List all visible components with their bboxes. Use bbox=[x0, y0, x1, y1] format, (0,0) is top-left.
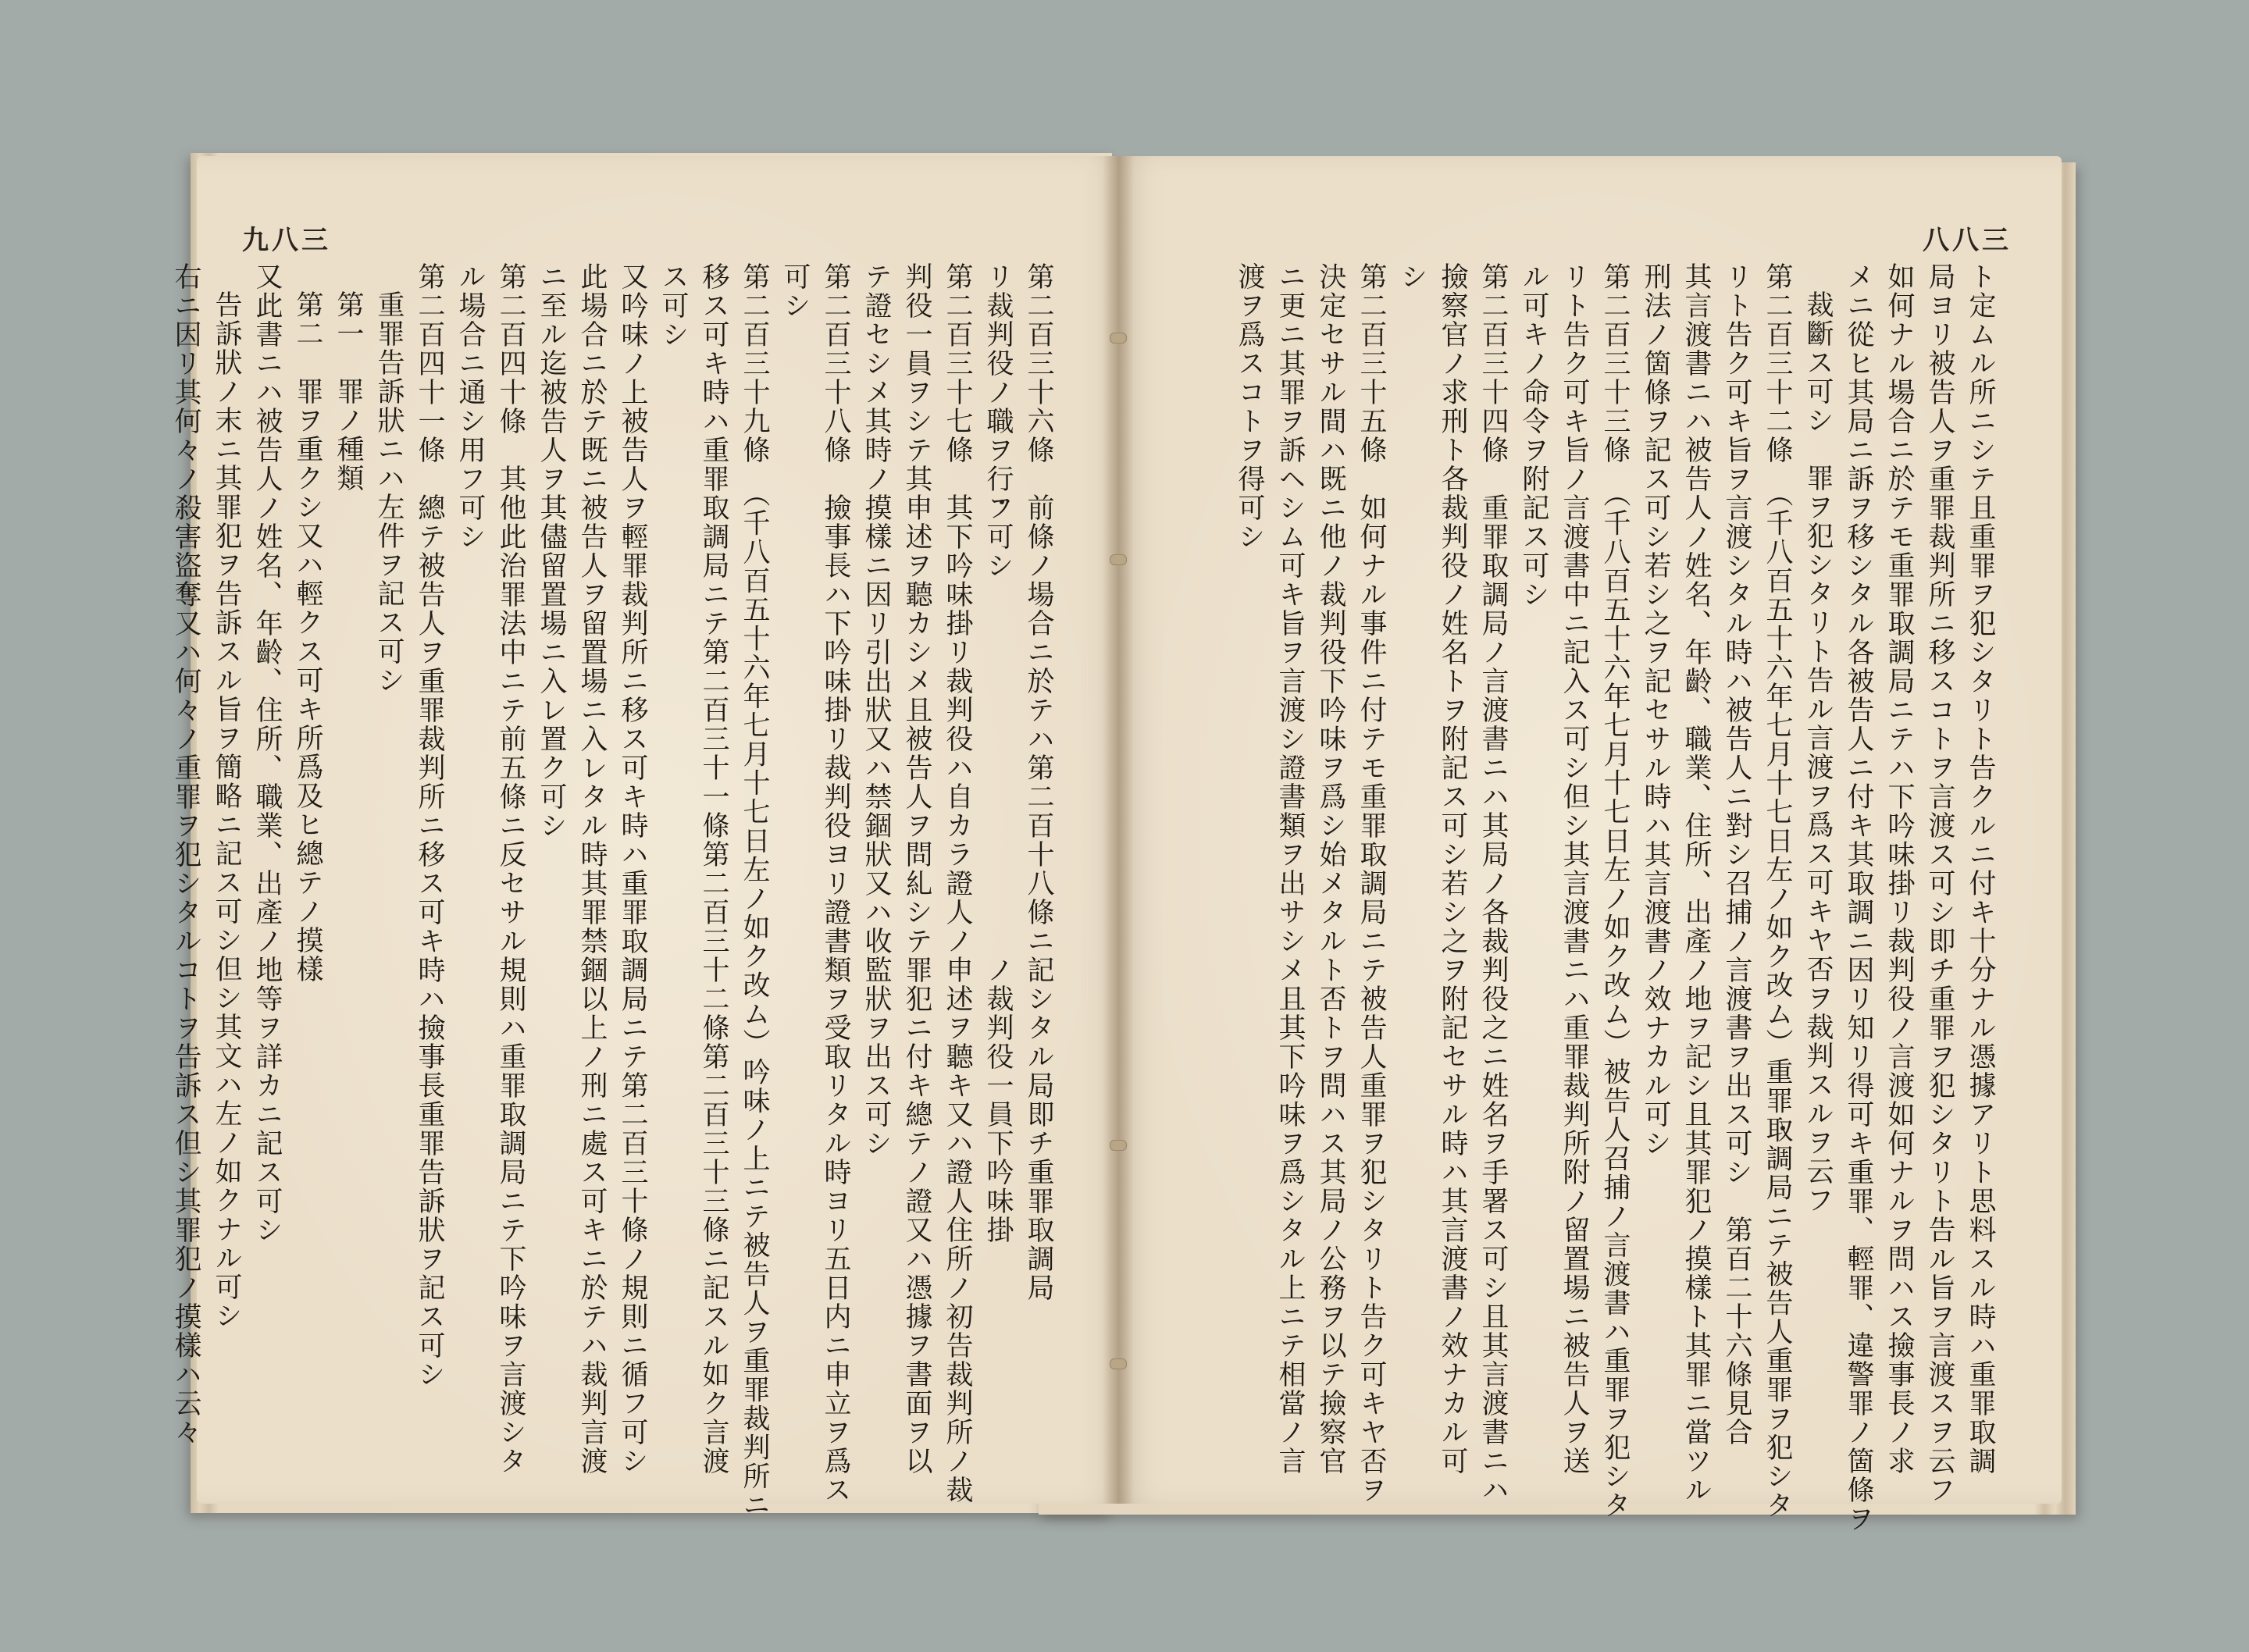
text-line: 重罪告訴狀ニハ左件ヲ記ス可シ bbox=[373, 290, 405, 695]
article-heading-line: 第二百三十四條 重罪取調局ノ言渡書ニハ其局ノ各裁判役之ニ姓名ヲ手署ス可シ且其言渡書ニハ bbox=[1477, 262, 1509, 1504]
text-line: 又吟味ノ上被告人ヲ輕罪裁判所ニ移ス可キ時ハ重罪取調局ニテ第二百三十條ノ規則ニ循フ可シ bbox=[617, 262, 648, 1476]
binding-stitch bbox=[1110, 1140, 1127, 1151]
text-line: 撿察官ノ求刑ト各裁判役ノ姓名トヲ附記ス可シ若シ之ヲ附記セサル時ハ其言渡書ノ效ナカル可 bbox=[1437, 262, 1468, 1476]
binding-stitch bbox=[1110, 554, 1127, 565]
text-line: 移ス可キ時ハ重罪取調局ニテ第二百三十一條第二百三十二條第二百三十三條ニ記スル如ク言渡 bbox=[698, 262, 729, 1476]
text-line: ト定ムル所ニシテ且重罪ヲ犯シタリト告クルニ付キ十分ナル憑據アリト思料スル時ハ重罪取調 bbox=[1965, 262, 1996, 1476]
article-heading-line: 第二百三十六條 前條ノ場合ニ於テハ第二百十八條ニ記シタル局即チ重罪取調局 bbox=[1023, 262, 1054, 1302]
article-heading-line: 第二百三十九條 （千八百五十六年七月十七日左ノ如ク改ム）吟味ノ上ニテ被告人ヲ重罪裁判所ニ bbox=[739, 262, 770, 1520]
right-page-text bbox=[1214, 262, 2001, 1533]
text-line: メニ從ヒ其局ニ訴ヲ移シタル各被告人ニ付キ其取調ニ因リ知リ得可キ重罪、輕罪、違警罪ノ箇條ヲ bbox=[1843, 262, 1874, 1533]
text-line: テ證セシメ其時ノ摸樣ニ因リ引出狀又ハ禁錮狀又ハ收監狀ヲ出ス可シ bbox=[861, 262, 892, 1158]
text-line: 如何ナル場合ニ於テモ重罪取調局ニテハ下吟味掛リ裁判役ノ言渡如何ナルヲ問ハス撿事長ノ求 bbox=[1884, 262, 1915, 1476]
text-line: ル可キノ命令ヲ附記ス可シ bbox=[1518, 262, 1549, 609]
text-line: 此場合ニ於テ既ニ被告人ヲ留置場ニ入レタル時其罪禁錮以上ノ刑ニ處ス可キニ於テハ裁判言渡 bbox=[576, 262, 608, 1476]
text-line: ス可シ bbox=[658, 262, 689, 349]
article-heading-line: 第二百三十八條 撿事長ハ下吟味掛リ裁判役ヨリ證書類ヲ受取リタル時ヨリ五日内ニ申立ヲ爲ス bbox=[820, 262, 851, 1504]
text-line: 渡ヲ爲スコトヲ得可シ bbox=[1234, 262, 1265, 551]
list-item: 第二 罪ヲ重クシ又ハ輕クス可キ所爲及ヒ總テノ摸樣 bbox=[292, 290, 323, 984]
text-line: 其言渡書ニハ被告人ノ姓名、年齡、職業、住所、出產ノ地ヲ記シ且其罪犯ノ摸樣ト其罪ニ當ツル bbox=[1681, 262, 1712, 1504]
text-line: リ裁判役ノ職ヲ行フ可シ ノ裁判役一員下吟味掛 bbox=[982, 262, 1014, 1244]
text-line: 又此書ニハ被告人ノ姓名、年齡、住所、職業、出產ノ地等ヲ詳カニ記ス可シ bbox=[251, 262, 283, 1244]
text-line: 可シ bbox=[779, 262, 811, 320]
left-page-number: 九八三 bbox=[242, 225, 331, 256]
left-page-text bbox=[170, 262, 1059, 1520]
text-line: 右ニ因リ其何々ノ殺害盜奪又ハ何々ノ重罪ヲ犯シタルコトヲ告訴ス但シ其罪犯ノ摸樣ハ云々 bbox=[170, 262, 201, 1447]
book-gutter bbox=[1103, 156, 1134, 1504]
text-line: 決定セサル間ハ既ニ他ノ裁判役下吟味ヲ爲シ始メタルト否トヲ問ハス其局ノ公務ヲ以テ撿察官 bbox=[1315, 262, 1346, 1476]
text-line: ニ至ル迄被告人ヲ其儘留置場ニ入レ置ク可シ bbox=[536, 262, 567, 840]
text-line: 刑法ノ箇條ヲ記ス可シ若シ之ヲ記セサル時ハ其言渡書ノ效ナカル可シ bbox=[1640, 262, 1671, 1158]
article-heading-line: 第二百四十一條 總テ被告人ヲ重罪裁判所ニ移ス可キ時ハ撿事長重罪告訴狀ヲ記ス可シ bbox=[414, 262, 445, 1389]
text-line: リト告ク可キ旨ノ言渡書中ニ記入ス可シ但シ其言渡書ニハ重罪裁判所附ノ留置場ニ被告人ヲ送 bbox=[1559, 262, 1590, 1476]
right-page-number: 八八三 bbox=[1923, 225, 2012, 256]
text-line: 判役一員ヲシテ其申述ヲ聽カシメ且被告人ヲ問糺シテ罪犯ニ付キ總テノ證又ハ憑據ヲ書面ヲ以 bbox=[901, 262, 932, 1476]
text-line: ニ更ニ其罪ヲ訴ヘシム可キ旨ヲ言渡シ證書類ヲ出サシメ且其下吟味ヲ爲シタル上ニテ相當ノ言 bbox=[1274, 262, 1306, 1476]
article-heading-line: 第二百三十五條 如何ナル事件ニ付テモ重罪取調局ニテ被告人重罪ヲ犯シタリト告ク可キヤ否ヲ bbox=[1356, 262, 1387, 1504]
article-heading-line: 第二百三十三條 （千八百五十六年七月十七日左ノ如ク改ム）被告人召捕ノ言渡書ハ重罪ヲ犯シタ bbox=[1599, 262, 1631, 1520]
list-item: 第一 罪ノ種類 bbox=[333, 290, 364, 493]
article-heading-line: 第二百三十七條 其下吟味掛リ裁判役ハ自カラ證人ノ申述ヲ聽キ又ハ證人住所ノ初告裁判所ノ裁 bbox=[942, 262, 973, 1504]
article-heading-line: 第二百四十條 其他此治罪法中ニテ前五條ニ反セサル規則ハ重罪取調局ニテ下吟味ヲ言渡シタ bbox=[495, 262, 526, 1476]
binding-stitch bbox=[1110, 333, 1127, 344]
article-heading-line: 第二百三十二條 （千八百五十六年七月十七日左ノ如ク改ム）重罪取調局ニテ被告人重罪ヲ犯シタ bbox=[1762, 262, 1793, 1520]
binding-stitch bbox=[1110, 1358, 1127, 1369]
text-line: 局ヨリ被告人ヲ重罪裁判所ニ移スコトヲ言渡ス可シ即チ重罪ヲ犯シタリト告ル旨ヲ言渡スヲ云フ bbox=[1924, 262, 1955, 1504]
text-line: シ bbox=[1396, 262, 1427, 291]
text-line: リト告ク可キ旨ヲ言渡シタル時ハ被告人ニ對シ召捕ノ言渡書ヲ出ス可シ 第百二十六條見合 bbox=[1721, 262, 1752, 1447]
text-line: 告訴狀ノ末ニ其罪犯ヲ告訴スル旨ヲ簡略ニ記ス可シ但シ其文ハ左ノ如クナル可シ bbox=[211, 290, 242, 1330]
text-line: ル場合ニ通シ用フ可シ bbox=[454, 262, 486, 551]
text-line: 裁斷ス可シ 罪ヲ犯シタリト告ル言渡ヲ爲ス可キヤ否ヲ裁判スルヲ云フ bbox=[1802, 290, 1834, 1215]
